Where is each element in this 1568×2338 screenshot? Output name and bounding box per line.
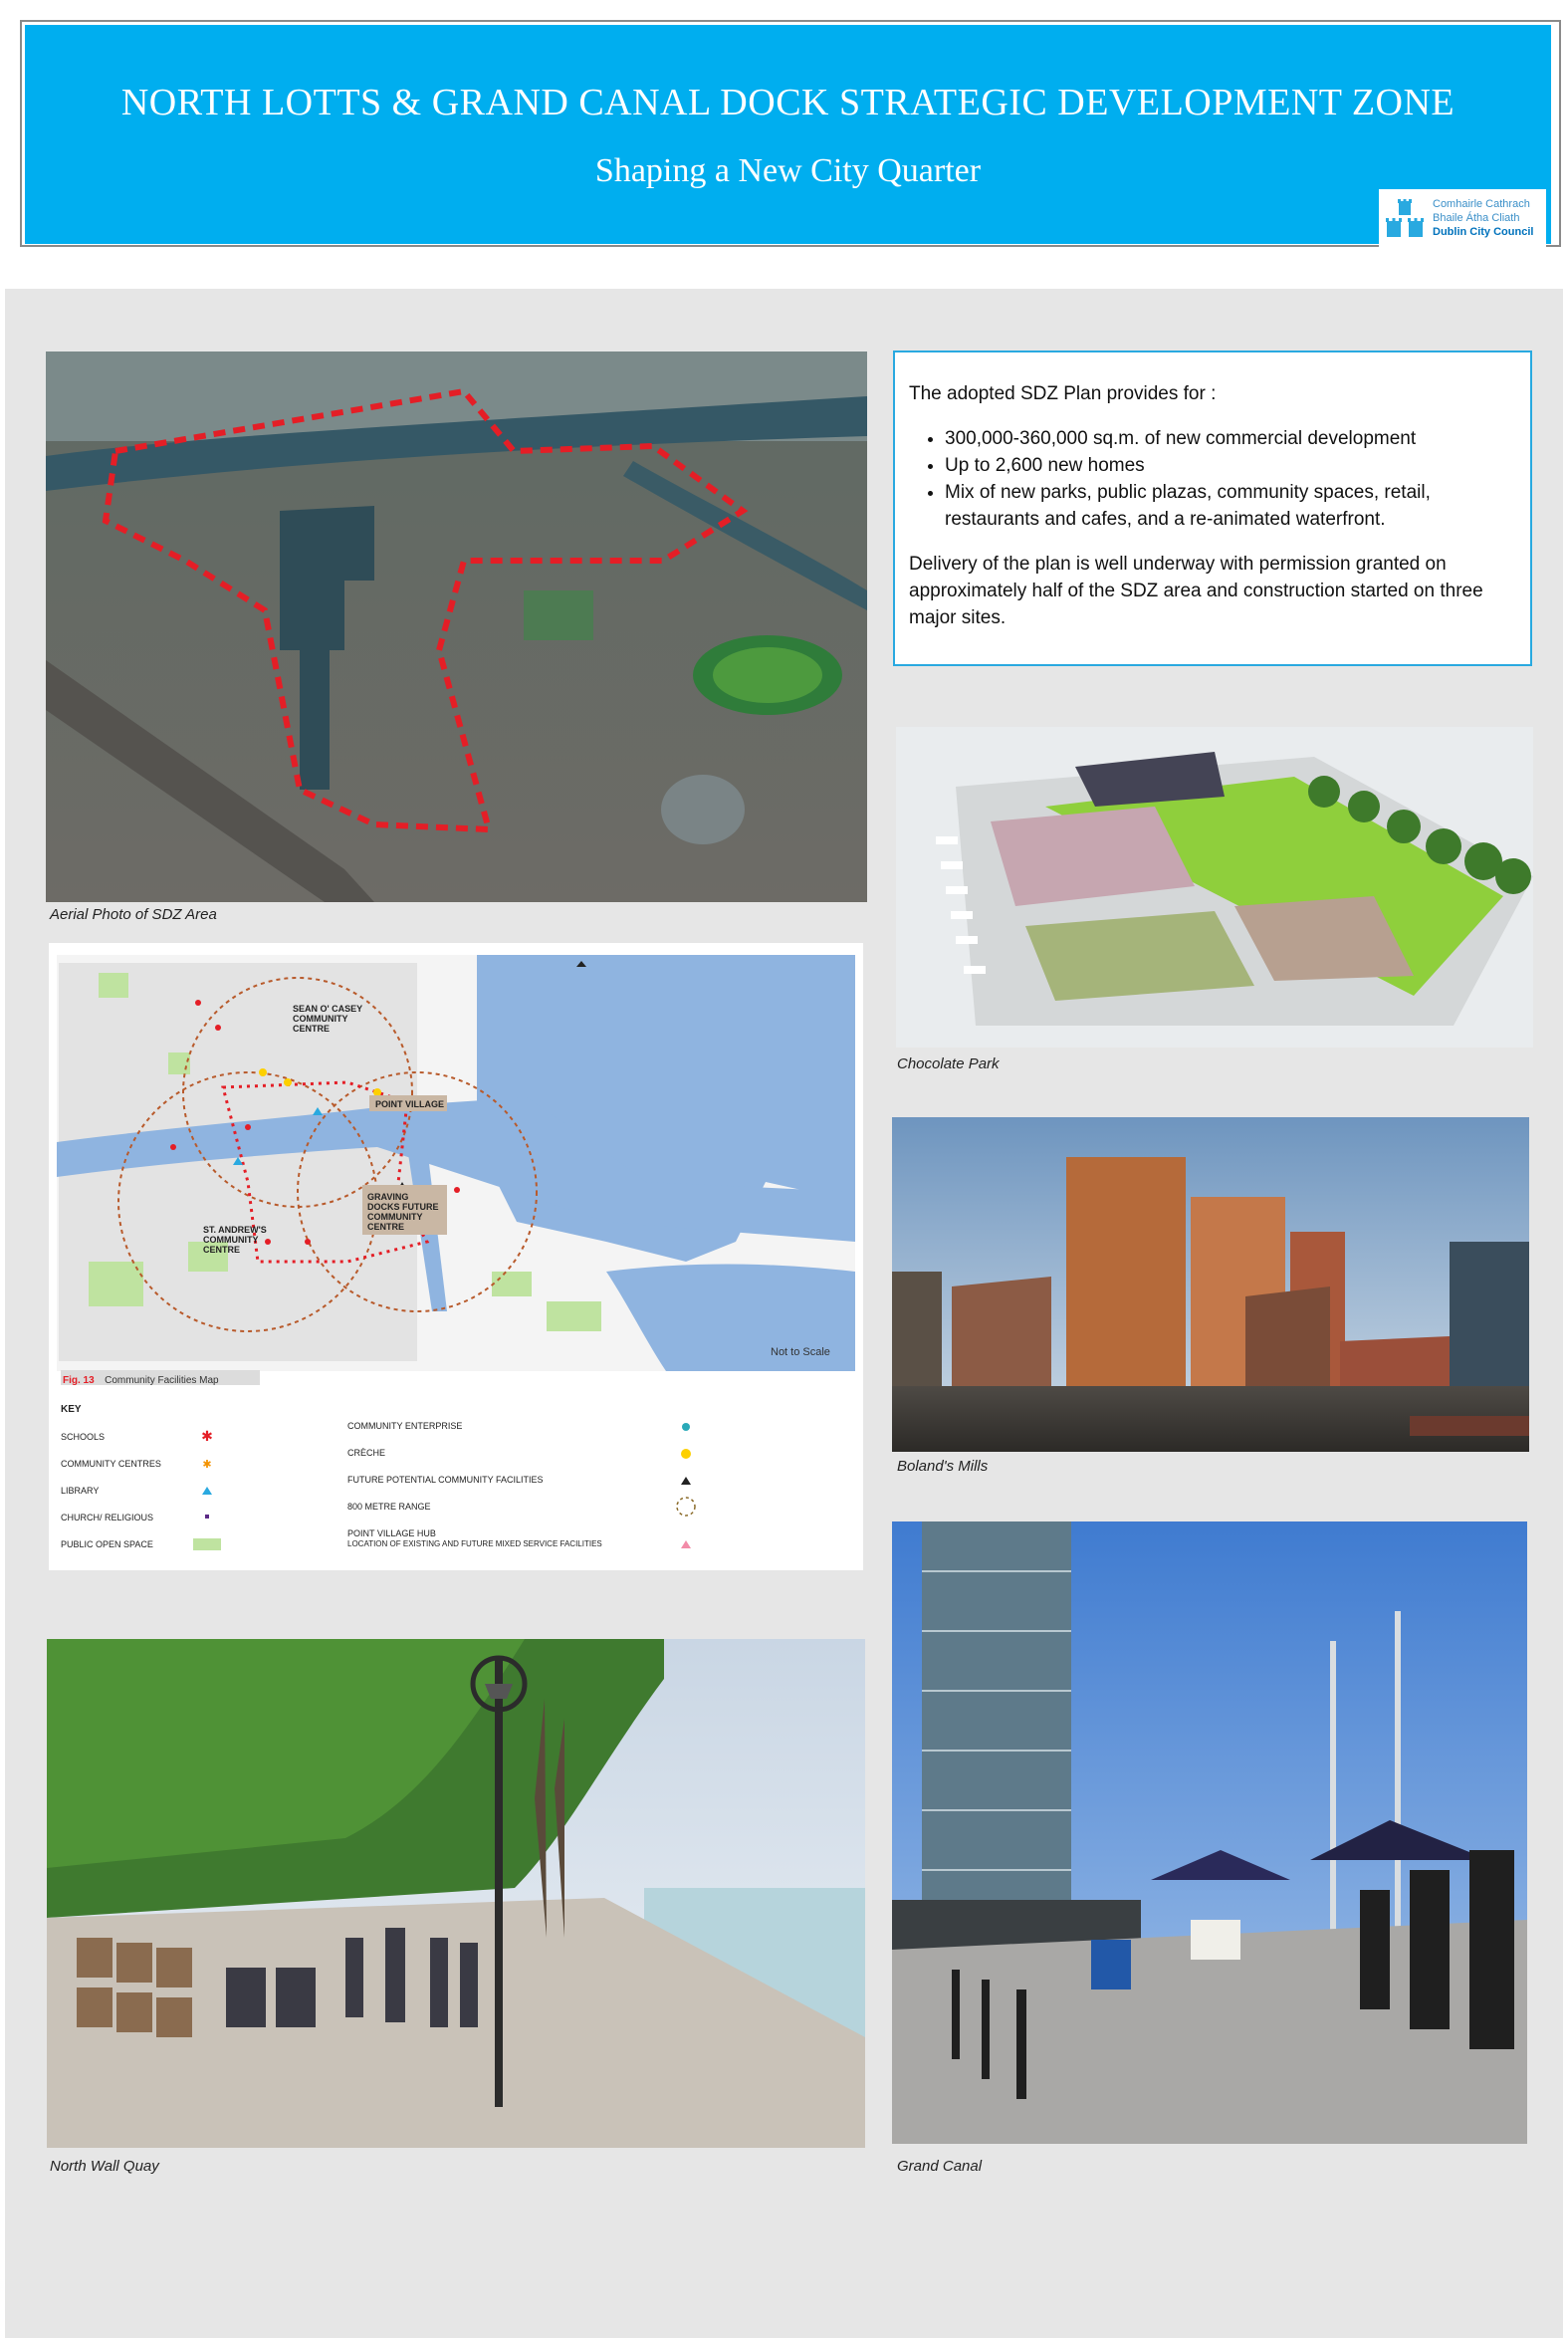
aerial-photo (46, 351, 867, 902)
key-800m-range: 800 METRE RANGE (347, 1502, 431, 1512)
figure-caption-bar (61, 1370, 260, 1385)
label-point-village: POINT VILLAGE (375, 1099, 445, 1109)
info-intro: The adopted SDZ Plan provides for : (909, 383, 1217, 404)
key-schools: SCHOOLS (61, 1432, 106, 1442)
svg-text:✱: ✱ (201, 1428, 213, 1444)
key-church: CHURCH/ RELIGIOUS (61, 1513, 154, 1522)
key-community-enterprise: COMMUNITY ENTERPRISE (347, 1421, 463, 1431)
community-facilities-map (49, 943, 863, 1570)
grand-canal-photo (892, 1521, 1527, 2144)
key-open-space: PUBLIC OPEN SPACE (61, 1539, 153, 1549)
bolands-mills-render (892, 1117, 1529, 1452)
caption-grand-canal: Grand Canal (897, 2158, 983, 2175)
label-st-andrews: ST. ANDREW'S COMMUNITY CENTRE (203, 1225, 267, 1255)
page-title: NORTH LOTTS & GRAND CANAL DOCK STRATEGIC DEVELOPMENT ZONE (120, 82, 1456, 123)
key-library: LIBRARY (61, 1486, 100, 1496)
figure-number: Fig. 13 (63, 1375, 95, 1386)
key-future-facilities: FUTURE POTENTIAL COMMUNITY FACILITIES (347, 1475, 544, 1485)
info-bullet: • Mix of new parks, public plazas, community spaces, retail, restaurants and cafes, and a re-animated waterfront. (945, 479, 1516, 533)
north-wall-quay-photo (47, 1639, 865, 2148)
chocolate-park-render (896, 727, 1533, 1048)
header-banner (25, 25, 1551, 244)
castle-icon (1385, 199, 1425, 239)
logo-text: Comhairle Cathrach Bhaile Átha Cliath Dublin City Council (1433, 198, 1534, 238)
key-mixed-service: LOCATION OF EXISTING AND FUTURE MIXED SERVICE FACILITIES (347, 1539, 602, 1548)
key-community-centres: COMMUNITY CENTRES (61, 1459, 161, 1469)
info-bullet: • Up to 2,600 new homes (945, 452, 1516, 479)
key-creche: CRÈCHE (347, 1448, 386, 1458)
caption-north-wall-quay: North Wall Quay (50, 2158, 159, 2175)
info-bullet-list (909, 425, 1516, 533)
label-sean-ocasey: SEAN O' CASEY COMMUNITY CENTRE (293, 1004, 362, 1034)
figure-title: Community Facilities Map (105, 1375, 219, 1386)
info-bullet: • 300,000-360,000 sq.m. of new commercial development (945, 425, 1516, 452)
sdz-plan-info-box (893, 351, 1532, 666)
caption-chocolate-park: Chocolate Park (897, 1055, 1000, 1072)
key-point-village-hub: POINT VILLAGE HUB (347, 1528, 436, 1538)
svg-text:✱: ✱ (202, 1459, 212, 1471)
caption-aerial: Aerial Photo of SDZ Area (50, 906, 217, 923)
dublin-city-council-logo (1379, 189, 1546, 247)
label-graving-docks: GRAVING DOCKS FUTURE COMMUNITY CENTRE (367, 1192, 439, 1232)
info-delivery: Delivery of the plan is well underway with permission granted on approximately half of the SDZ area and construction started on three major sites. (909, 554, 1483, 628)
page-subtitle: Shaping a New City Quarter (594, 152, 982, 189)
caption-bolands-mills: Boland's Mills (897, 1458, 989, 1475)
not-to-scale-note: Not to Scale (771, 1346, 830, 1358)
key-title: KEY (61, 1404, 82, 1415)
